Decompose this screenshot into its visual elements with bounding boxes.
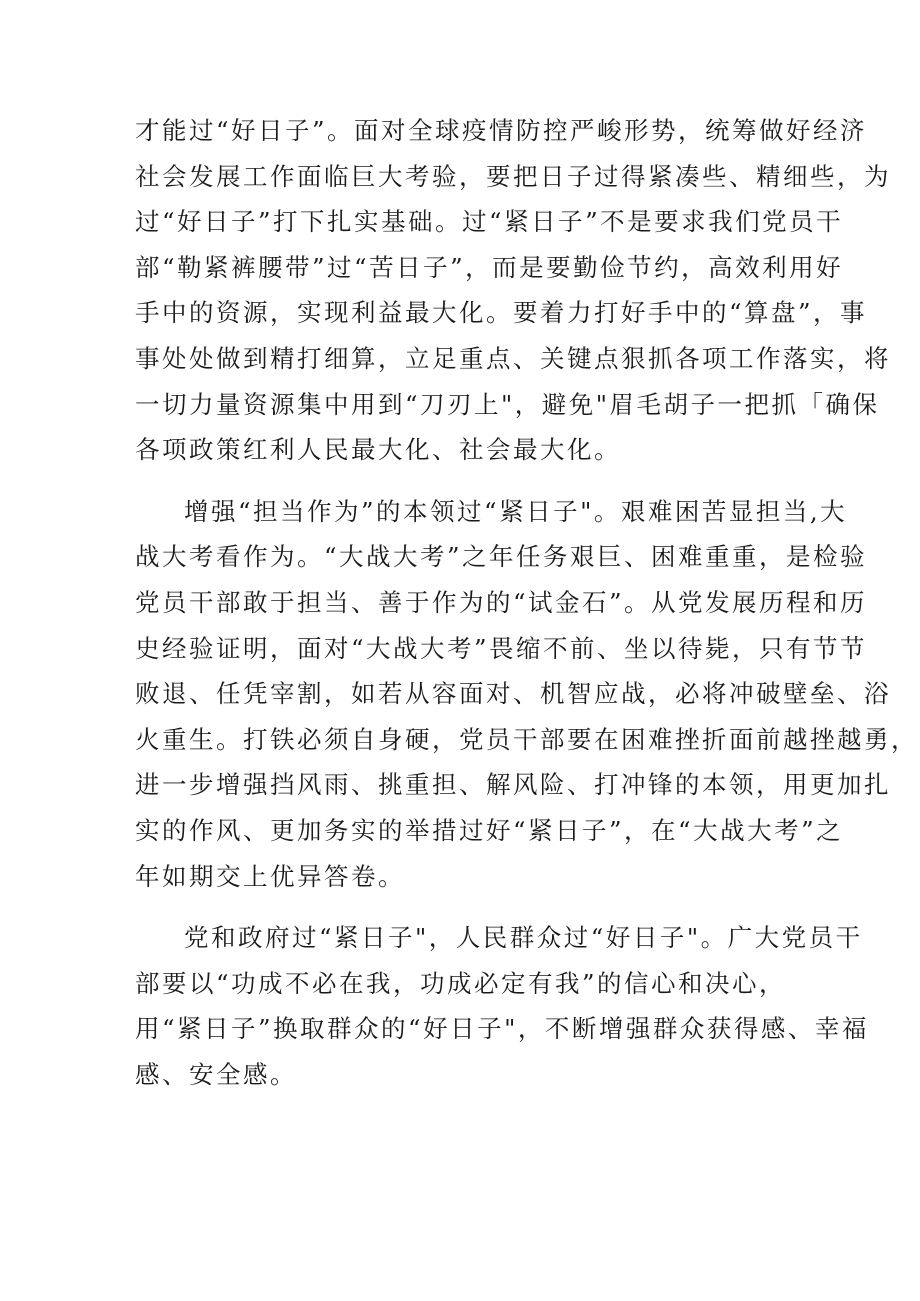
paragraph-2 bbox=[135, 489, 918, 899]
text-line: 各项政策红利人民最大化、社会最大化。 bbox=[135, 435, 621, 465]
text-line: 社会发展工作面临巨大考验，要把日子过得紧凑些、精细些，为 bbox=[135, 161, 891, 191]
text-line: 年如期交上优异答卷。 bbox=[135, 861, 405, 891]
text-line: 过“好日子”打下扎实基础。过“紧日子”不是要求我们党员干 bbox=[135, 207, 844, 237]
text-line: 实的作风、更加务实的举措过好“紧日子”，在“大战大考”之 bbox=[135, 815, 844, 845]
text-line: 感、安全感。 bbox=[135, 1059, 297, 1089]
text-line: 手中的资源，实现利益最大化。要着力打好手中的“算盘”，事 bbox=[135, 298, 868, 328]
paragraph-3 bbox=[135, 915, 869, 1097]
text-line: 才能过“好日子”。面对全球疫情防控严峻形势，统筹做好经济 bbox=[135, 116, 868, 145]
text-line: 败退、任凭宰割，如若从容面对、机智应战，必将冲破壁垒、浴 bbox=[135, 679, 891, 709]
text-line: 事处处做到精打细算，立足重点、关键点狠抓各项工作落实，将 bbox=[135, 343, 891, 373]
paragraph-spacing bbox=[135, 473, 795, 489]
paragraph-1 bbox=[135, 108, 891, 473]
text-line: 战大考看作为。“大战大考”之年任务艰巨、困难重重，是检验 bbox=[135, 542, 868, 572]
text-line: 部“勒紧裤腰带”过“苦日子”，而是要勤俭节约，高效利用好 bbox=[135, 252, 844, 282]
text-line: 党和政府过“紧日子"，人民群众过“好日子"。广大党员干 bbox=[184, 923, 863, 953]
paragraph-spacing bbox=[135, 899, 795, 915]
text-line: 进一步增强挡风雨、挑重担、解风险、打冲锋的本领，用更加扎 bbox=[135, 770, 891, 800]
text-line: 史经验证明，面对“大战大考”畏缩不前、坐以待毙，只有节节 bbox=[135, 633, 868, 663]
text-line: 党员干部敢于担当、善于作为的“试金石”。从党发展历程和历 bbox=[135, 587, 868, 617]
text-line: 火重生。打铁必须自身硬，党员干部要在困难挫折面前越挫越勇， bbox=[135, 724, 918, 754]
text-line: 增强“担当作为”的本领过“紧日子"。艰难困苦显担当,大 bbox=[184, 496, 848, 526]
text-line: 一切力量资源集中用到“刀刃上"，避免"眉毛胡子一把抓「确保 bbox=[135, 389, 880, 419]
text-line: 部要以“功成不必在我，功成必定有我”的信心和决心， bbox=[135, 968, 787, 998]
document-body bbox=[135, 108, 918, 1097]
text-line: 用“紧日子”换取群众的“好日子"，不断增强群众获得感、幸福 bbox=[135, 1014, 869, 1044]
